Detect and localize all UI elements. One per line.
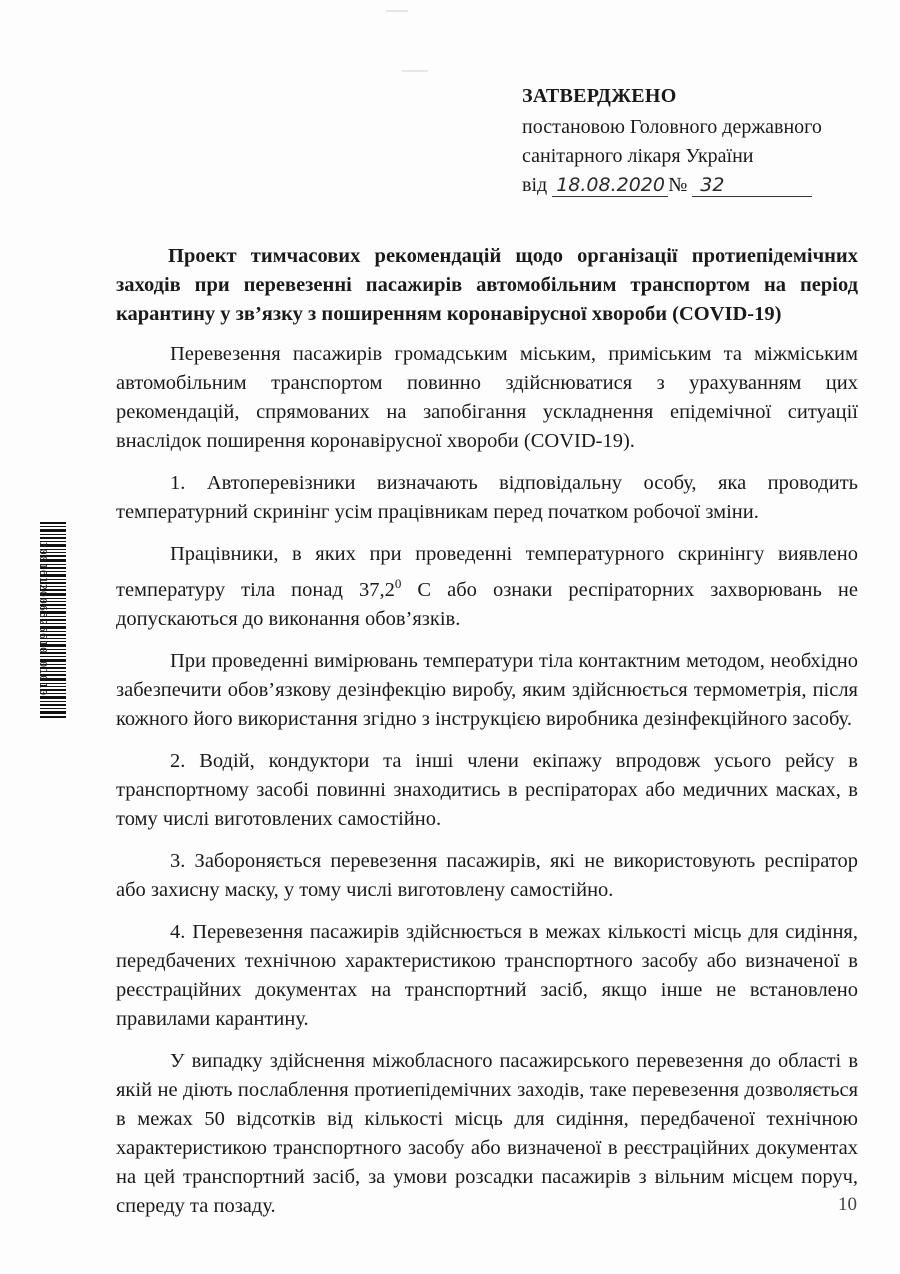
degree-superscript: 0: [394, 576, 402, 591]
approval-line-2: санітарного лікаря України: [522, 145, 754, 167]
paragraph-disinfection: При проведенні вимірювань температури тіла контактним методом, необхідно забезпечити обов’язкову дезінфекцію виробу, яким здійснюється термометрія, після кожного його використання згідно з інструкцією виробника дезінфекційного засобу.: [116, 649, 858, 730]
paragraph-temperature: [116, 540, 858, 634]
document-body: [116, 340, 858, 1234]
scan-artifact: [386, 10, 408, 12]
document-title: Проект тимчасових рекомендацій щодо організації протиепідемічних заходів при перевезенні пасажирів автомобільним транспортом на період карантину у зв’язку з поширенням коронавірусної хвороби (COVID-19): [116, 245, 858, 325]
paragraph-2: 2. Водій, кондуктори та інші члени екіпажу впродовж усього рейсу в транспортному засобі повинні знаходитись в респіраторах або медичних масках, в тому числі виготовлених самостійно.: [116, 749, 858, 830]
paragraph-intro: Перевезення пасажирів громадським міським, приміським та міжміським автомобільним транспортом повинно здійснюватися з урахуванням цих рекомендацій, спрямованих на запобігання ускладнення епідемічної ситуації внаслідок поширення коронавірусної хвороби (COVID-19).: [116, 343, 858, 452]
handwritten-number: 32: [692, 174, 812, 197]
approval-date-line: [522, 171, 872, 200]
temperature-text-after: С або ознаки респіраторних захворювань не допускаються до виконання обов’язків.: [116, 578, 858, 630]
scan-artifact: [402, 70, 428, 72]
paragraph-1: 1. Автоперевізники визначають відповідальну особу, яка проводить температурний скринінг усім працівникам перед початком робочої зміни.: [116, 472, 858, 523]
page-number: 10: [838, 1194, 857, 1215]
paragraph-3: 3. Забороняється перевезення пасажирів, які не використовують респіратор або захисну маску, у тому числі виготовлену самостійно.: [116, 849, 858, 901]
number-prefix: №: [668, 174, 688, 196]
paragraph-interregional: У випадку здійснення міжобласного пасажирського перевезення до області в якій не діють послаблення протиепідемічних заходів, таке перевезення дозволяється в межах 50 відсотків від кількості місць для сидіння, передбаченої технічною характеристикою транспортного засобу або визначеної в реєстраційних документах на цей транспортний засіб, за умови розсадки пасажирів з вільним місцем поруч, спереду та позаду.: [116, 1049, 858, 1217]
approval-block: [522, 82, 872, 200]
handwritten-date: 18.08.2020: [552, 174, 668, 197]
barcode-number: 3001612006525610 01010: [37, 541, 48, 697]
barcode: [28, 522, 68, 718]
paragraph-4: 4. Перевезення пасажирів здійснюється в межах кількості місць для сидіння, передбачених технічною характеристикою транспортного засобу або визначеної в реєстраційних документах на транспортний засіб, якщо інше не встановлено правилами карантину.: [116, 920, 858, 1030]
approval-heading: ЗАТВЕРДЖЕНО: [522, 85, 677, 107]
date-prefix: від: [522, 174, 548, 196]
approval-line-1: постановою Головного державного: [522, 116, 822, 138]
temperature-text-before: Працівники, в яких при проведенні температурного скринінгу виявлено температуру тіла понад 37,2: [116, 543, 858, 601]
